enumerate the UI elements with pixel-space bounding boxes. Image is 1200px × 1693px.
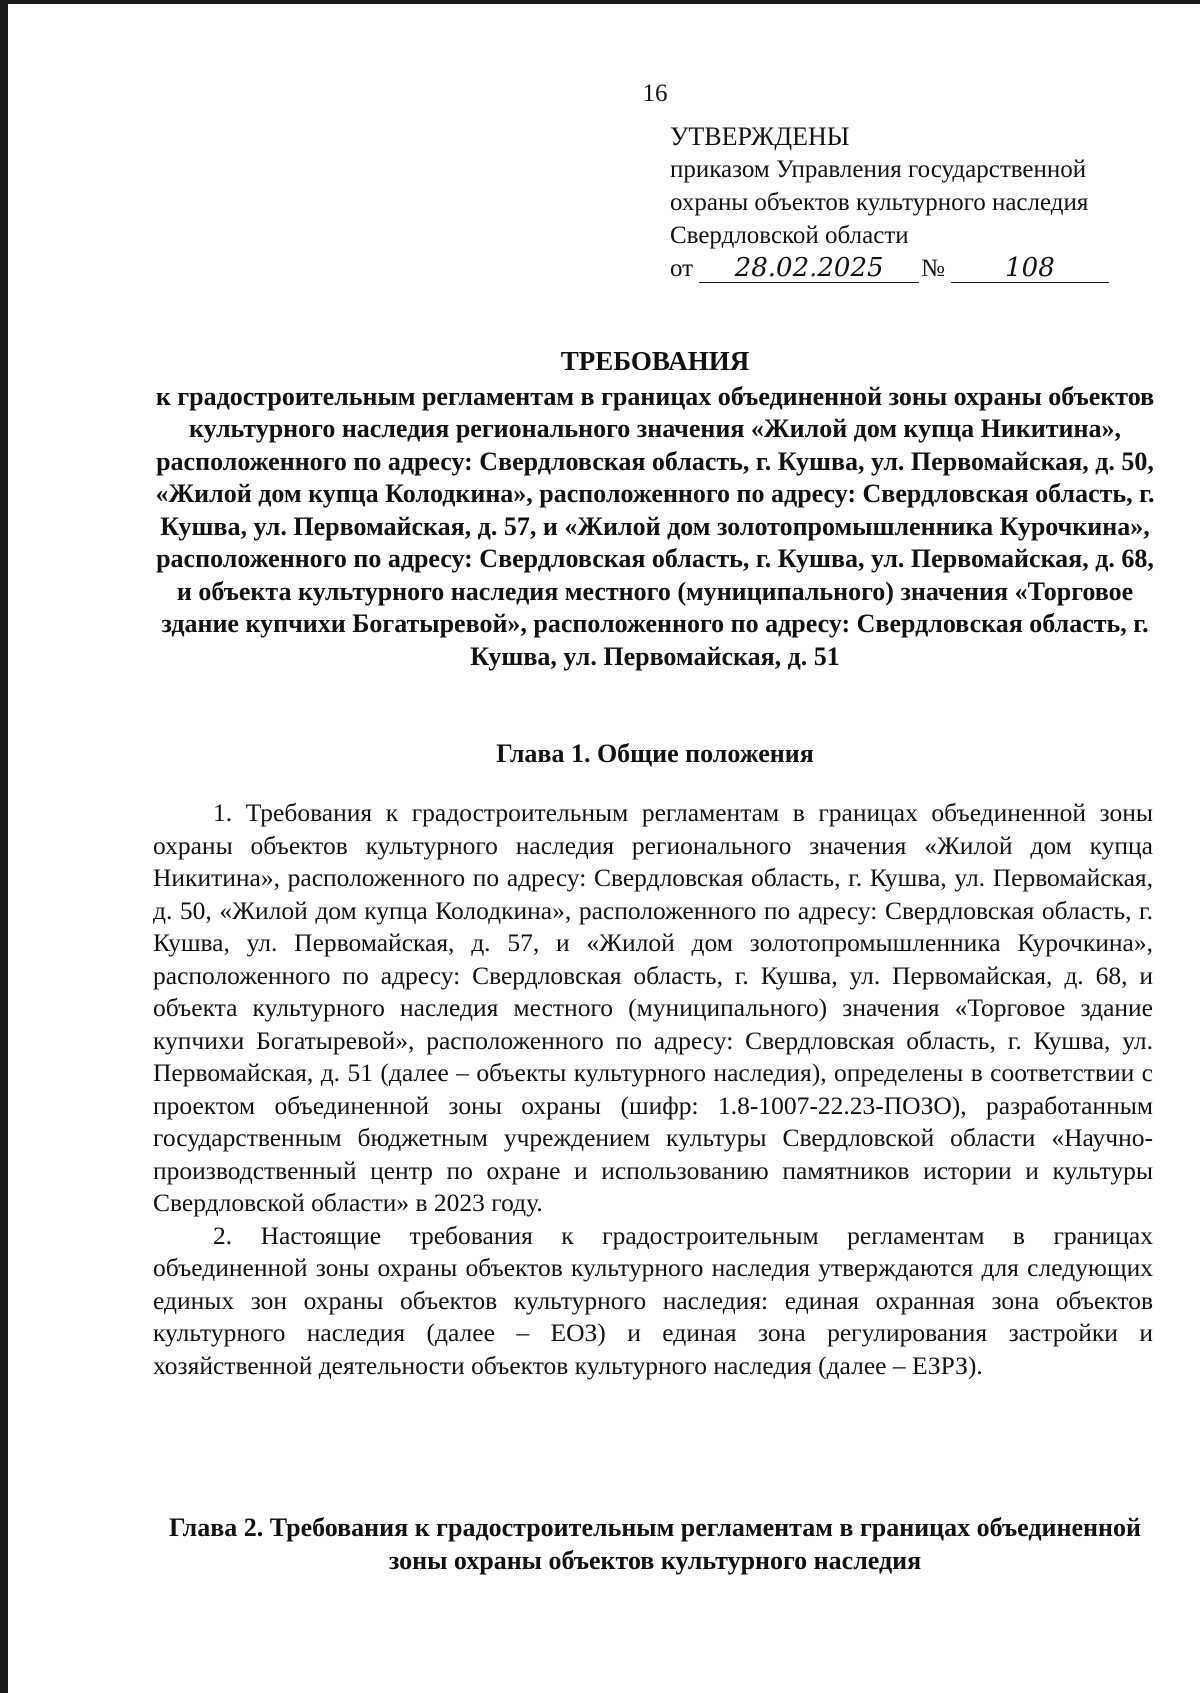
handwritten-date: 28.02.2025 — [699, 254, 919, 283]
paragraph-2: 2. Настоящие требования к градостроительным регламентам в границах объединенной зоны охраны объектов культурного наследия утверждаются для следующих единых зон охраны объектов культурного наследия: единая охранная зона объектов культурного наследия (далее – ЕОЗ) и единая зона регулирования застройки и хозяйственной деятельности объектов культурного наследия (далее – ЕЗРЗ). — [153, 1220, 1153, 1380]
title-main: ТРЕБОВАНИЯ — [560, 346, 750, 376]
scan-edge-left — [0, 0, 8, 1693]
date-prefix: от — [670, 255, 694, 282]
approval-line-1: приказом Управления государственной — [670, 156, 1087, 183]
document-title — [150, 345, 1160, 673]
title-subtitle: к градостроительным регламентам в границах объединенной зоны охраны объектов культурного наследия регионального значения «Жилой дом купца Никитина», расположенного по адресу: Свердловская область, г. Кушва, ул. Первомайская, д. 50, «Жилой дом купца Колодкина», расположенного по адресу: Свердловская область, г. Кушва, ул. Первомайская, д. 57, и «Жилой дом золотопромышленника Курочкина», расположенного по адресу: Свердловская область, г. Кушва, ул. Первомайская, д. 68, и объекта культурного наследия местного (муниципального) значения «Торговое здание купчихи Богатыревой», расположенного по адресу: Свердловская область, г. Кушва, ул. Первомайская, д. 51 — [155, 381, 1155, 671]
paragraph-1: 1. Требования к градостроительным регламентам в границах объединенной зоны охраны объектов культурного наследия регионального значения «Жилой дом купца Никитина», расположенного по адресу: Свердловская область, г. Кушва, ул. Первомайская, д. 50, «Жилой дом купца Колодкина», расположенного по адресу: Свердловская область, г. Кушва, ул. Первомайская, д. 57, и «Жилой дом золотопромышленника Курочкина», расположенного по адресу: Свердловская область, г. Кушва, ул. Первомайская, д. 68, и объекта культурного наследия местного (муниципального) значения «Торговое здание купчихи Богатыревой», расположенного по адресу: Свердловская область, г. Кушва, ул. Первомайская, д. 51 (далее – объекты культурного наследия), определены в соответствии с проектом объединенной зоны охраны (шифр: 1.8-1007-22.23-ПОЗО), разработанным государственным бюджетным учреждением культуры Свердловской области «Научно-производственный центр по охране и использованию памятников истории и культуры Свердловской области» в 2023 году. — [153, 798, 1153, 1217]
chapter-2-heading: Глава 2. Требования к градостроительным регламентам в границах объединенной зоны охраны объектов культурного наследия — [169, 1513, 1141, 1575]
number-label: № — [921, 255, 945, 282]
handwritten-number: 108 — [951, 254, 1109, 283]
approval-block — [670, 120, 1170, 285]
approval-line-3: Свердловской области — [670, 222, 909, 249]
scan-edge-top — [0, 0, 1200, 4]
approval-line-2: охраны объектов культурного наследия — [670, 189, 1089, 216]
chapter-1-heading: Глава 1. Общие положения — [496, 739, 814, 768]
page-number: 16 — [642, 80, 668, 107]
approval-date-line — [670, 252, 1170, 285]
approval-title: УТВЕРЖДЕНЫ — [670, 122, 850, 151]
chapter-1-body — [153, 797, 1153, 1382]
